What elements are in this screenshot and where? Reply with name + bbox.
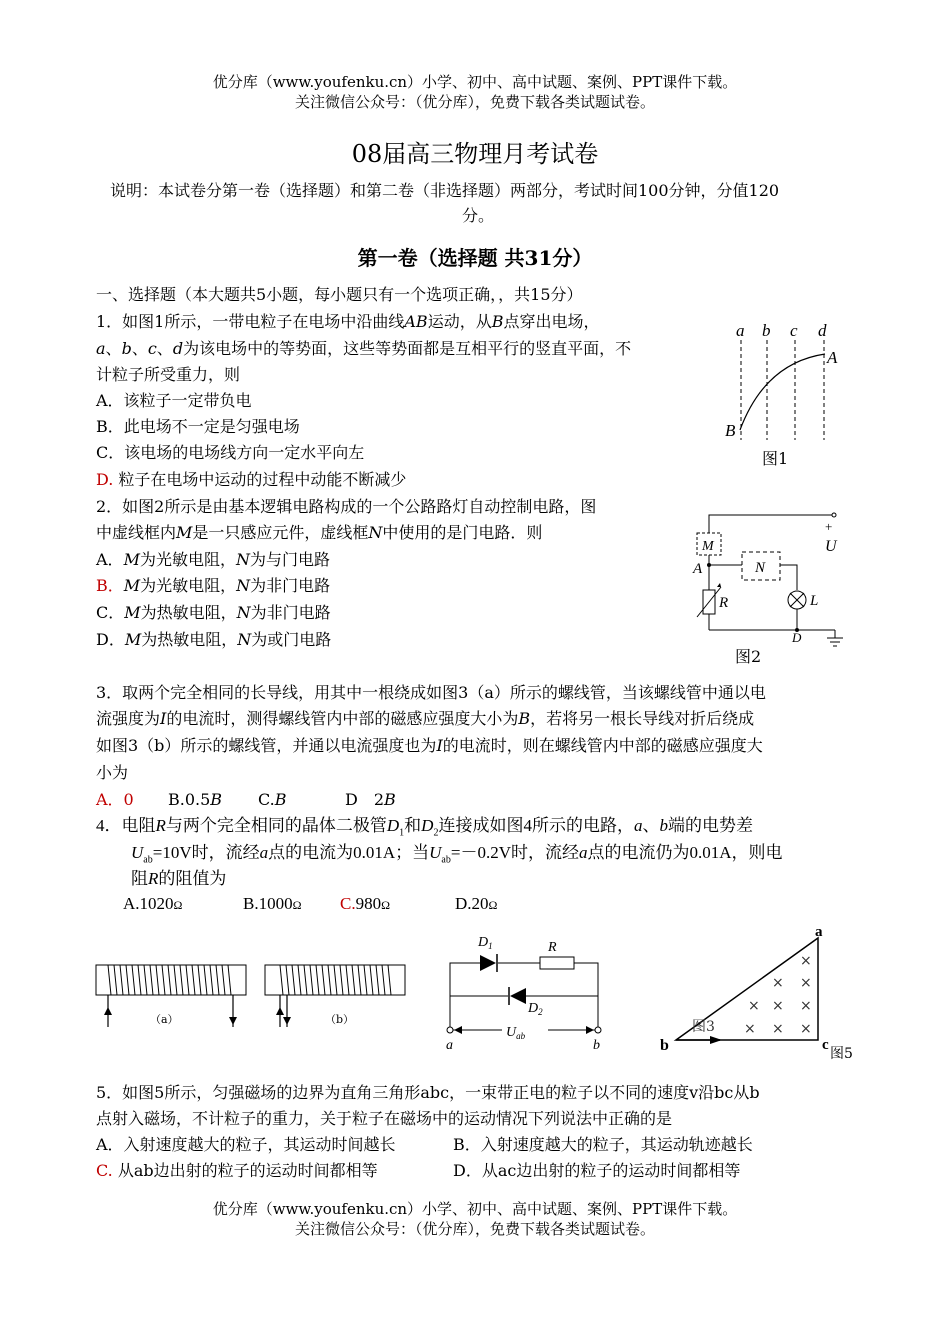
q5-option-b: B．入射速度越大的粒子，其运动轨迹越长: [453, 1135, 753, 1154]
page-title: 08届高三物理月考试卷: [351, 140, 599, 168]
fig2-label-u: U: [825, 538, 837, 555]
footer-line-1: 优分库（www.youfenku.cn）小学、初中、高中试题、案例、PPT课件下载。: [212, 1200, 738, 1218]
q3-line-4: 小为: [96, 763, 129, 782]
coil-turn: [120, 965, 123, 995]
fig2-label-a: A: [693, 561, 703, 577]
q4-line-2: $U_{ab}=10V$时，流经a点的电流为0.01A；当$U_{ab}=-0.2V$时，流经a点的电流仍为0.01A，则电: [131, 843, 783, 866]
q5-line-2: 点射入磁场，不计粒子的重力，关于粒子在磁场中的运动情况下列说法中正确的是: [96, 1109, 673, 1128]
coil-turn: [222, 965, 225, 995]
intro-line-2: 分。: [462, 206, 495, 225]
coil-turn: [162, 965, 165, 995]
figure-1: [720, 318, 850, 473]
coil-turn: [186, 965, 189, 995]
coil-turn: [286, 965, 289, 995]
q4-option-d: D.20Ω: [455, 894, 498, 913]
q2-option-c: C．M为热敏电阻，N为非门电路: [96, 603, 331, 622]
q1-option-d: D. 粒子在电场中运动的过程中动能不断减少: [96, 470, 407, 489]
coil-turn: [228, 965, 231, 995]
field-cross: ×: [744, 1021, 756, 1037]
figure-2: [685, 505, 855, 670]
coil-turn: [322, 965, 325, 995]
fig5-label-b: b: [660, 1037, 669, 1054]
fig2-label-d: D: [792, 630, 802, 645]
part1-heading: 一、选择题（本大题共5小题，每小题只有一个选项正确，，共15分）: [96, 285, 583, 304]
figure-3: [90, 955, 420, 1035]
fig1-label-a: a: [736, 321, 745, 340]
terminal-a: [447, 1027, 453, 1033]
q1-option-c: C．该电场的电场线方向一定水平向左: [96, 443, 365, 462]
field-cross: ×: [800, 1021, 812, 1037]
q5-line-1: 5．如图5所示，匀强磁场的边界为直角三角形abc，一束带正电的粒子以不同的速度v沿bc从b: [96, 1083, 760, 1102]
coil-turn: [216, 965, 219, 995]
fig5-label-a: a: [815, 924, 823, 940]
q1-line-1: 1．如图1所示，一带电粒子在电场中沿曲线AB运动，从B点穿出电场，: [96, 312, 600, 331]
fig5-caption: 图5: [830, 1046, 853, 1062]
footer-line-2: 关注微信公众号：（优分库），免费下载各类试题试卷。: [294, 1220, 655, 1238]
coil-turn: [298, 965, 301, 995]
q1-option-b: B．此电场不一定是匀强电场: [96, 417, 300, 436]
fig2-label-r: R: [719, 595, 729, 611]
q1-option-a: A．该粒子一定带负电: [96, 391, 252, 410]
intro-line-1: 说明：本试卷分第一卷（选择题）和第二卷（非选择题）两部分，考试时间100分钟，分值120: [110, 181, 780, 200]
q3-option-a: A．0: [96, 790, 134, 809]
q3-line-2: 流强度为I的电流时，测得螺线管内中部的磁感应强度大小为B，若将另一根长导线对折后绕成: [96, 709, 755, 728]
fig2-label-n: N: [755, 560, 766, 576]
q2-line-2: 中虚线框内M是一只感应元件，虚线框N中使用的是门电路．则: [96, 523, 543, 542]
coil-turn: [114, 965, 117, 995]
q1-line-3: 计粒子所受重力，则: [96, 365, 241, 384]
n-to-lamp-wire: [780, 565, 797, 590]
q5-option-a: A．入射速度越大的粒子，其运动时间越长: [96, 1135, 396, 1154]
q2-line-1: 2．如图2所示是由基本逻辑电路构成的一个公路路灯自动控制电路，图: [96, 497, 597, 516]
current-out-arrow-b: [283, 1017, 291, 1025]
resistor-r: [540, 957, 574, 969]
q2-option-a: A．M为光敏电阻，N为与门电路: [96, 550, 330, 569]
field-cross: ×: [772, 975, 784, 991]
fig2-label-m: M: [702, 539, 714, 554]
fig1-label-A: A: [827, 348, 838, 367]
current-out-arrow-a: [229, 1017, 237, 1025]
field-cross: ×: [800, 953, 812, 969]
coil-turn: [280, 965, 283, 995]
q4-option-b: B.1000Ω: [243, 894, 302, 913]
coil-turn: [376, 965, 379, 995]
q4-option-a: A.1020Ω: [123, 894, 183, 913]
coil-turn: [346, 965, 349, 995]
fig3-caption: 图3: [692, 1019, 715, 1035]
figure-4: [440, 930, 615, 1055]
q3-option-d: D 2B: [345, 790, 396, 809]
coil-turn: [198, 965, 201, 995]
coil-turn: [304, 965, 307, 995]
q3-line-1: 3．取两个完全相同的长导线，用其中一根绕成如图3（a）所示的螺线管，当该螺线管中通以电: [96, 683, 766, 702]
terminal-b: [595, 1027, 601, 1033]
q4-line-3: 阻R的阻值为: [131, 869, 227, 888]
coil-turn: [382, 965, 385, 995]
q1-line-2: a、b、c、d为该电场中的等势面，这些等势面都是互相平行的竖直平面，不: [96, 339, 632, 358]
fig1-label-d: d: [818, 321, 827, 340]
figure-5: [650, 922, 865, 1067]
fig1-label-B: B: [725, 421, 736, 440]
q5-option-d: D．从ac边出射的粒子的运动时间都相等: [453, 1161, 741, 1180]
fig4-label-d2: $D_2$: [528, 1001, 543, 1017]
coil-turn: [310, 965, 313, 995]
fig3-label-b: （b）: [325, 1013, 355, 1026]
current-in-arrow-a: [104, 1007, 112, 1015]
fig4-label-a: a: [446, 1038, 453, 1053]
q2-option-d: D．M为热敏电阻，N为或门电路: [96, 630, 332, 649]
fig1-label-c: c: [790, 321, 798, 340]
terminal-plus: [832, 513, 836, 517]
coil-turn: [334, 965, 337, 995]
coil-turn: [138, 965, 141, 995]
coil-turn: [132, 965, 135, 995]
diode-d1: [480, 955, 496, 971]
q3-option-b: B.0.5B: [168, 790, 223, 809]
q5-option-c: C. 从ab边出射的粒子的运动时间都相等: [96, 1161, 378, 1180]
header-line-1: 优分库（www.youfenku.cn）小学、初中、高中试题、案例、PPT课件下载。: [212, 73, 738, 91]
coil-turn: [210, 965, 213, 995]
coil-turn: [144, 965, 147, 995]
field-cross: ×: [772, 1021, 784, 1037]
coil-turn: [292, 965, 295, 995]
fig1-label-b: b: [762, 321, 771, 340]
coil-turn: [328, 965, 331, 995]
coil-turn: [108, 965, 111, 995]
fig3-label-a: （a）: [150, 1013, 179, 1026]
top-wire: [709, 515, 832, 533]
fig4-label-r: R: [548, 940, 557, 955]
trajectory-curve: [740, 354, 825, 430]
q4-option-c: C.980Ω: [340, 894, 391, 913]
coil-turn: [370, 965, 373, 995]
header-line-2: 关注微信公众号：（优分库），免费下载各类试题试卷。: [294, 93, 655, 111]
coil-turn: [340, 965, 343, 995]
q3-option-c: C.B: [258, 790, 287, 809]
current-in-arrow-b: [276, 1007, 284, 1015]
q3-line-3: 如图3（b）所示的螺线管，并通以电流强度也为I的电流时，则在螺线管内中部的磁感应强度大: [96, 736, 763, 755]
coil-turn: [150, 965, 153, 995]
coil-turn: [364, 965, 367, 995]
fig5-label-c: c: [822, 1037, 829, 1053]
field-cross: ×: [800, 975, 812, 991]
fig2-label-l: L: [810, 593, 819, 609]
coil-turn: [168, 965, 171, 995]
coil-turn: [388, 965, 391, 995]
field-cross: ×: [748, 998, 760, 1014]
fig2-label-plus: +: [825, 519, 833, 534]
fig4-label-d1: $D_1$: [478, 935, 493, 951]
coil-turn: [156, 965, 159, 995]
coil-turn: [358, 965, 361, 995]
q4-line-1: 4．电阻R与两个完全相同的晶体二极管$D_1$和$D_2$连接成如图4所示的电路，a、b端的电势差: [96, 816, 753, 839]
fig2-caption: 图2: [735, 647, 762, 666]
fig4-label-uab: $U_{ab}$: [506, 1025, 526, 1041]
coil-turn: [180, 965, 183, 995]
coil-turn: [352, 965, 355, 995]
coil-turn: [316, 965, 319, 995]
diode-d2: [510, 988, 526, 1004]
coil-turn: [174, 965, 177, 995]
coil-turn: [126, 965, 129, 995]
field-cross: ×: [800, 998, 812, 1014]
coil-turn: [192, 965, 195, 995]
q2-option-b: B．M为光敏电阻，N为非门电路: [96, 576, 331, 595]
section-title: 第一卷（选择题 共31分）: [357, 246, 593, 270]
fig4-label-b: b: [593, 1038, 600, 1053]
fig1-caption: 图1: [762, 449, 789, 468]
coil-turn: [204, 965, 207, 995]
field-cross: ×: [772, 998, 784, 1014]
